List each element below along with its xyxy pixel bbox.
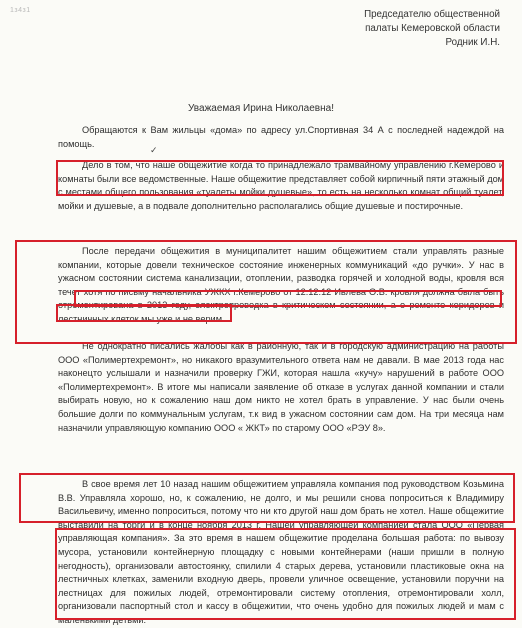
paragraph-complaints: Не однократно писались жалобы как в районную, так и в городскую администрацию на работы ООО «Полимертехремонт», но никакого вразумительного ответа нам не давали. В мае 2013 года нас наконецто услышали и назначили проверку ГЖИ, которая нашла «кучу» нарушений в работе ООО «Полимертехремонт». В итоге мы написали заявление об отказе в услугах данной компании и стали выбирать новую, но к сожалению наш дом никто не хотел брать в управление. У нас были очень большие долги по коммунальным услугам, т.к вид в ужасном состоянии сам дом. На три месяца нам назначили управляющую компанию ООО « ЖКТ» по старому ООО «РЭУ 8». bbox=[58, 341, 504, 433]
greeting: Уважаемая Ирина Николаевна! bbox=[188, 103, 334, 114]
addressee-block bbox=[364, 8, 500, 50]
addressee-line: Родник И.Н. bbox=[445, 37, 500, 48]
addressee-line: Председателю общественной bbox=[364, 9, 500, 20]
check-mark-icon: ✓ bbox=[150, 145, 158, 155]
paragraph-history: Дело в том, что наше общежитие когда то принадлежало трамвайному управлению г.Кемерово и комнаты были все ведомственные. Наше общежитие представляет собой кирпичный пяти этажный дом с местами общего пользования «туалеты мойки душевые», то есть на несколько комнат общий туалет, мойки и душевые, а в подвале дополнительно располагались общие душевые и постирочные. bbox=[58, 160, 504, 211]
addressee-line: палаты Кемеровской области bbox=[365, 23, 500, 34]
paragraph-management: В свое время лет 10 назад нашим общежитием управляла компания под руководством Козьмина В.В. Управляла хорошо, но, к сожалению, не долго, и мы решили снова попроситься к Владимиру Васильевичу, именно попроситься, потому что ни кто другой наш дом брать не хотел. Наше общежитие выставили на торги и в конце ноября 2013 г. Нашей управляющей компанией стала ООО «Первая управляющая компания». За это время в нашем общежитие проделана большая работа: по вывозу мусора, установили контейнерную площадку с новыми контейнерами (наши пришли в полную негодность), организовали автостоянку, спилили 4 старых дерева, установили пластиковые окна на лестничных клетках, заменили входную дверь, провели уличное освещение, установили поручни на лестницах для пожилых людей, отремонтировали систему отопления, отремонтировали холл, организовали паспортный стол и кассу в общежитии, что очень удобно для пожилых людей и мам с маленькими детьми. bbox=[58, 479, 504, 625]
paragraph-intro: Обращаются к Вам жильцы «дома» по адресу ул.Спортивная 34 А с последней надеждой на помощь. bbox=[58, 125, 504, 149]
corner-mark: 1з4з1 bbox=[10, 7, 31, 14]
paragraph-condition: После передачи общежития в муниципалитет нашим общежитием стали управлять разные компании, которые довели техническое состояние инженерных коммуникаций «до ручки». У нас в ужасном состоянии система канализации, отоплении, разводка горячей и холодной воды, кровля вся течет хотя по письму начальника УЖКХ г.Кемерово от 12.12.12 Ивлева О.В. кровля должна была быть отремонтирована в 2013 году, электропроводка в критическом состоянии, а о ремонте коридоров и лестничных клеток мы уже и не верим. bbox=[58, 246, 504, 324]
